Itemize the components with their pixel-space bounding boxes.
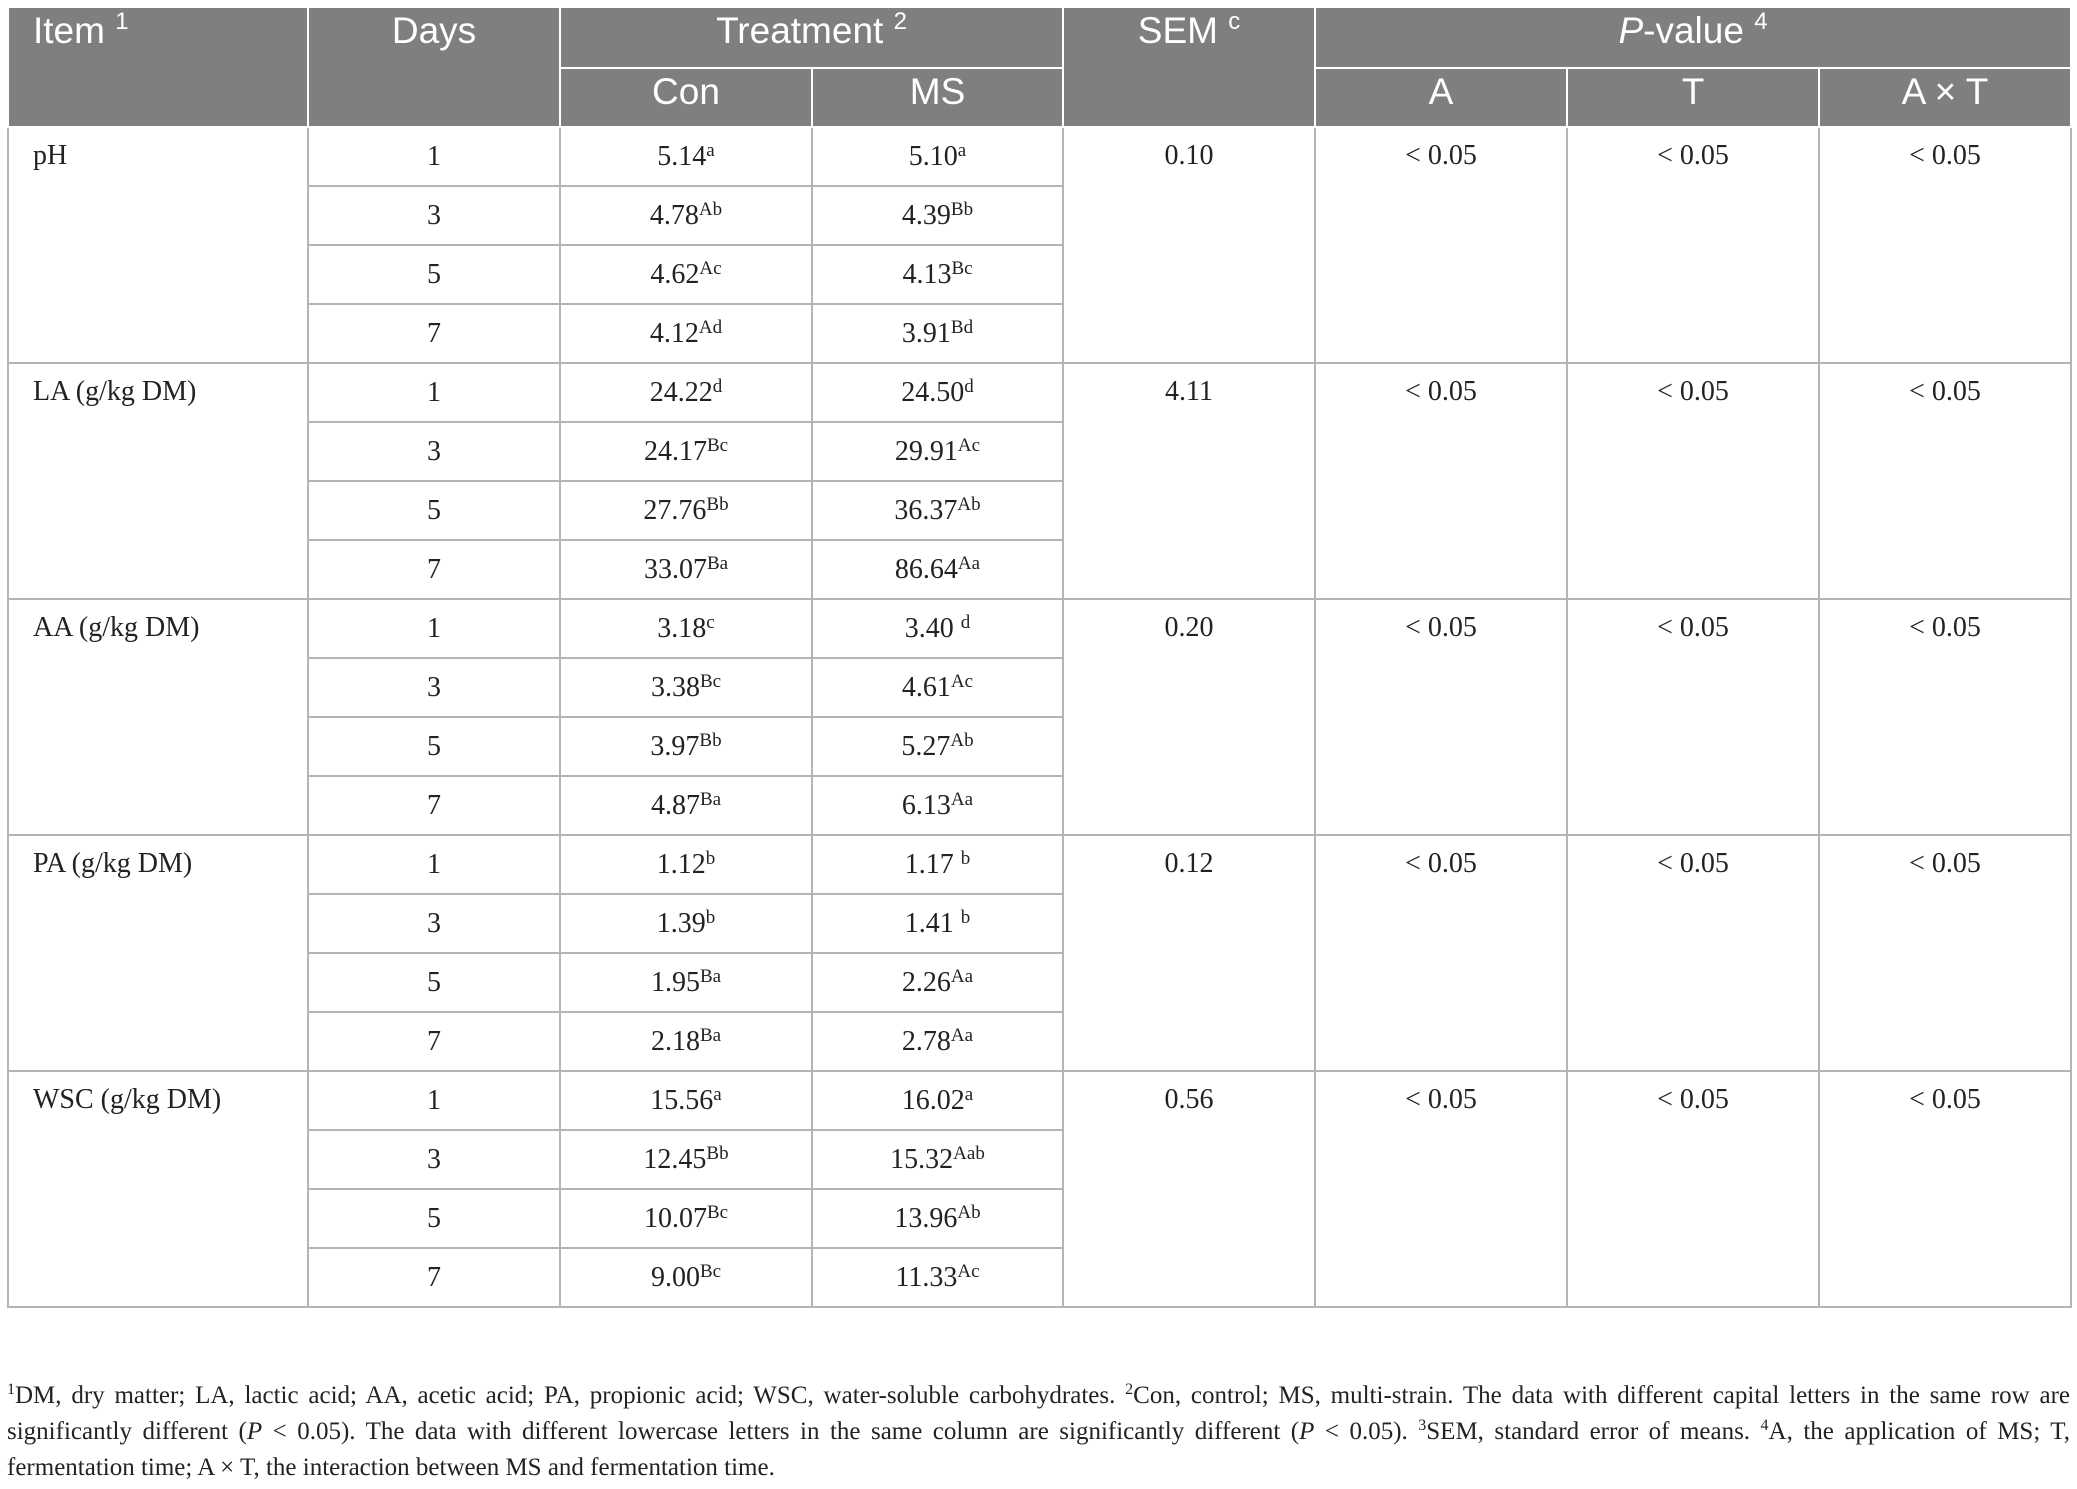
con-superscript: Bc <box>706 1201 729 1223</box>
con-value-cell <box>560 1248 812 1307</box>
ms-superscript: Aab <box>953 1142 985 1164</box>
ms-superscript: b <box>960 906 971 928</box>
ms-value-cell <box>812 186 1063 245</box>
con-value: 24.22 <box>649 376 713 408</box>
con-value-cell <box>560 953 812 1012</box>
con-value-cell <box>560 894 812 953</box>
day-cell: 1 <box>308 835 560 894</box>
sem-cell: 0.20 <box>1063 599 1315 835</box>
con-value-cell <box>560 304 812 363</box>
con-superscript: c <box>706 611 715 633</box>
con-value-cell <box>560 186 812 245</box>
con-superscript: Bb <box>706 493 729 515</box>
ms-value: 15.32 <box>890 1143 954 1175</box>
ms-value-cell <box>812 658 1063 717</box>
con-value: 5.14 <box>657 140 707 172</box>
ms-value-cell <box>812 1248 1063 1307</box>
header-a: A <box>1315 68 1567 127</box>
ms-value-cell <box>812 953 1063 1012</box>
ms-superscript: Ab <box>950 729 974 751</box>
table-row <box>8 835 2071 894</box>
con-superscript: a <box>706 139 715 161</box>
pvalue-a-cell: < 0.05 <box>1315 127 1567 363</box>
ms-value-cell <box>812 127 1063 186</box>
ms-value-cell <box>812 422 1063 481</box>
con-value-cell <box>560 363 812 422</box>
day-cell: 7 <box>308 304 560 363</box>
pvalue-t-cell: < 0.05 <box>1567 127 1819 363</box>
day-cell: 5 <box>308 717 560 776</box>
ms-value: 5.10 <box>908 140 958 172</box>
item-cell <box>8 127 308 363</box>
ms-value: 5.27 <box>901 730 951 762</box>
con-value: 1.12 <box>656 848 706 880</box>
ms-value-cell <box>812 717 1063 776</box>
con-superscript: b <box>705 847 716 869</box>
day-cell: 5 <box>308 1189 560 1248</box>
item-label: pH <box>33 140 68 171</box>
con-value: 3.38 <box>650 671 700 703</box>
header-pvalue: P-value $^4$ <box>1315 7 2071 68</box>
ms-superscript: Ac <box>950 670 974 692</box>
pvalue-a-cell: < 0.05 <box>1315 599 1567 835</box>
header-treatment: Treatment $^2$ <box>560 7 1063 68</box>
ms-value-cell <box>812 776 1063 835</box>
item-cell <box>8 1071 308 1307</box>
con-value: 27.76 <box>643 494 707 526</box>
con-value-cell <box>560 835 812 894</box>
item-cell <box>8 835 308 1071</box>
con-value-cell <box>560 717 812 776</box>
ms-superscript: b <box>960 847 971 869</box>
ms-value: 36.37 <box>894 494 958 526</box>
ms-value: 4.13 <box>902 258 952 290</box>
con-superscript: d <box>712 375 723 397</box>
ms-superscript: a <box>964 1083 974 1105</box>
day-cell: 5 <box>308 953 560 1012</box>
con-superscript: b <box>705 906 716 928</box>
table-body <box>8 127 2071 1307</box>
con-value-cell <box>560 1189 812 1248</box>
con-value-cell <box>560 658 812 717</box>
header-item: Item $^1$ <box>8 7 308 127</box>
header-sem: SEM $^c$ <box>1063 7 1315 127</box>
day-cell: 3 <box>308 658 560 717</box>
day-cell: 1 <box>308 1071 560 1130</box>
table-footnotes: $^1$DM, dry matter; LA, lactic acid; AA, acetic acid; PA, propionic acid; WSC, water-soluble carbohydrates. $^2$Con, control; MS, multi-strain. The data with different capital letters in the same row are significantly different (P < 0.05). The data with different lowercase letters in the same column are significantly different (P < 0.05). $^3$SEM, standard error of means. $^4$A, the application of MS; T, fermentation time; A × T, the interaction between MS and fermentation time. <box>7 1381 2070 1481</box>
con-value-cell <box>560 422 812 481</box>
ms-value: 11.33 <box>895 1261 958 1293</box>
con-value-cell <box>560 776 812 835</box>
ms-superscript: a <box>957 139 967 161</box>
con-value: 1.39 <box>656 907 706 939</box>
ms-superscript: Ac <box>957 1260 980 1282</box>
header-t: T <box>1567 68 1819 127</box>
con-value-cell <box>560 599 812 658</box>
con-superscript: Ac <box>699 257 722 279</box>
day-cell: 3 <box>308 1130 560 1189</box>
ms-superscript: Ac <box>957 434 981 456</box>
ms-value-cell <box>812 481 1063 540</box>
ms-value: 3.91 <box>901 317 951 349</box>
con-superscript: Bb <box>699 729 722 751</box>
ms-value-cell <box>812 363 1063 422</box>
con-superscript: Ba <box>706 552 729 574</box>
ms-superscript: Bc <box>951 257 973 279</box>
con-value: 3.18 <box>657 612 707 644</box>
pvalue-a-cell: < 0.05 <box>1315 1071 1567 1307</box>
pvalue-axt-cell: < 0.05 <box>1819 599 2071 835</box>
con-value: 4.12 <box>649 317 699 349</box>
item-cell <box>8 363 308 599</box>
con-value-cell <box>560 245 812 304</box>
ms-superscript: Bb <box>950 198 974 220</box>
ms-value-cell <box>812 835 1063 894</box>
ms-value: 13.96 <box>894 1202 958 1234</box>
pvalue-a-cell: < 0.05 <box>1315 363 1567 599</box>
pvalue-a-cell: < 0.05 <box>1315 835 1567 1071</box>
table-header <box>8 7 2071 127</box>
header-days: Days <box>308 7 560 127</box>
con-value-cell <box>560 1130 812 1189</box>
data-table-container <box>7 6 2070 1308</box>
ms-value: 1.17 <box>904 848 961 880</box>
day-cell: 7 <box>308 1248 560 1307</box>
con-value: 9.00 <box>650 1261 700 1293</box>
day-cell: 5 <box>308 245 560 304</box>
con-value: 3.97 <box>650 730 700 762</box>
ms-superscript: d <box>960 611 971 633</box>
ms-superscript: Ab <box>957 493 981 515</box>
ms-superscript: Aa <box>957 552 981 574</box>
header-con: Con <box>560 68 812 127</box>
pvalue-t-cell: < 0.05 <box>1567 363 1819 599</box>
con-superscript: Ba <box>699 1024 722 1046</box>
ms-superscript: Aa <box>950 965 974 987</box>
con-value: 24.17 <box>643 435 707 467</box>
ms-value: 2.78 <box>901 1025 951 1057</box>
con-superscript: a <box>713 1083 722 1105</box>
day-cell: 5 <box>308 481 560 540</box>
table-row <box>8 127 2071 186</box>
pvalue-axt-cell: < 0.05 <box>1819 835 2071 1071</box>
sem-cell: 4.11 <box>1063 363 1315 599</box>
ms-value-cell <box>812 599 1063 658</box>
ms-value: 86.64 <box>894 553 958 585</box>
ms-value-cell <box>812 540 1063 599</box>
sem-cell: 0.56 <box>1063 1071 1315 1307</box>
con-value: 2.18 <box>650 1025 700 1057</box>
con-value: 15.56 <box>650 1084 714 1116</box>
con-value: 33.07 <box>643 553 707 585</box>
ms-value-cell <box>812 1189 1063 1248</box>
item-label: WSC (g/kg DM) <box>33 1084 222 1115</box>
pvalue-t-cell: < 0.05 <box>1567 599 1819 835</box>
con-value: 4.62 <box>650 258 700 290</box>
day-cell: 7 <box>308 540 560 599</box>
ms-value: 4.39 <box>901 199 951 231</box>
ms-value: 4.61 <box>901 671 951 703</box>
con-value: 10.07 <box>643 1202 707 1234</box>
day-cell: 3 <box>308 894 560 953</box>
con-superscript: Ab <box>698 198 723 220</box>
ms-value: 16.02 <box>901 1084 965 1116</box>
ms-superscript: d <box>964 375 974 397</box>
fermentation-table <box>7 6 2072 1308</box>
day-cell: 7 <box>308 776 560 835</box>
pvalue-t-cell: < 0.05 <box>1567 835 1819 1071</box>
con-value: 4.87 <box>650 789 700 821</box>
con-superscript: Bc <box>706 434 729 456</box>
ms-value-cell <box>812 1012 1063 1071</box>
sem-cell: 0.12 <box>1063 835 1315 1071</box>
ms-superscript: Ab <box>957 1201 981 1223</box>
ms-value: 6.13 <box>901 789 951 821</box>
con-superscript: Ba <box>699 965 722 987</box>
header-ms: MS <box>812 68 1063 127</box>
pvalue-axt-cell: < 0.05 <box>1819 127 2071 363</box>
con-superscript: Bc <box>699 670 722 692</box>
con-superscript: Ba <box>699 788 722 810</box>
day-cell: 3 <box>308 186 560 245</box>
pvalue-t-cell: < 0.05 <box>1567 1071 1819 1307</box>
day-cell: 7 <box>308 1012 560 1071</box>
ms-superscript: Bd <box>950 316 974 338</box>
ms-value-cell <box>812 1130 1063 1189</box>
ms-value-cell <box>812 894 1063 953</box>
pvalue-axt-cell: < 0.05 <box>1819 363 2071 599</box>
table-row <box>8 363 2071 422</box>
con-superscript: Ad <box>698 316 723 338</box>
day-cell: 3 <box>308 422 560 481</box>
ms-superscript: Aa <box>950 788 974 810</box>
sem-cell: 0.10 <box>1063 127 1315 363</box>
ms-value: 29.91 <box>894 435 958 467</box>
con-value: 1.95 <box>650 966 700 998</box>
ms-value-cell <box>812 1071 1063 1130</box>
ms-value-cell <box>812 304 1063 363</box>
item-label: LA (g/kg DM) <box>33 376 197 407</box>
con-value-cell <box>560 540 812 599</box>
day-cell: 1 <box>308 599 560 658</box>
ms-value: 1.41 <box>904 907 961 939</box>
con-value-cell <box>560 1012 812 1071</box>
ms-value: 24.50 <box>901 376 965 408</box>
item-label: AA (g/kg DM) <box>33 612 200 643</box>
item-label: PA (g/kg DM) <box>33 848 193 879</box>
con-value: 12.45 <box>643 1143 707 1175</box>
con-superscript: Bb <box>706 1142 729 1164</box>
ms-superscript: Aa <box>950 1024 974 1046</box>
table-row <box>8 599 2071 658</box>
header-axt: A × T <box>1819 68 2071 127</box>
pvalue-axt-cell: < 0.05 <box>1819 1071 2071 1307</box>
con-superscript: Bc <box>699 1260 722 1282</box>
day-cell: 1 <box>308 127 560 186</box>
con-value: 4.78 <box>649 199 699 231</box>
con-value-cell <box>560 127 812 186</box>
con-value-cell <box>560 1071 812 1130</box>
ms-value: 2.26 <box>901 966 951 998</box>
day-cell: 1 <box>308 363 560 422</box>
con-value-cell <box>560 481 812 540</box>
ms-value-cell <box>812 245 1063 304</box>
table-row <box>8 1071 2071 1130</box>
item-cell <box>8 599 308 835</box>
ms-value: 3.40 <box>904 612 961 644</box>
